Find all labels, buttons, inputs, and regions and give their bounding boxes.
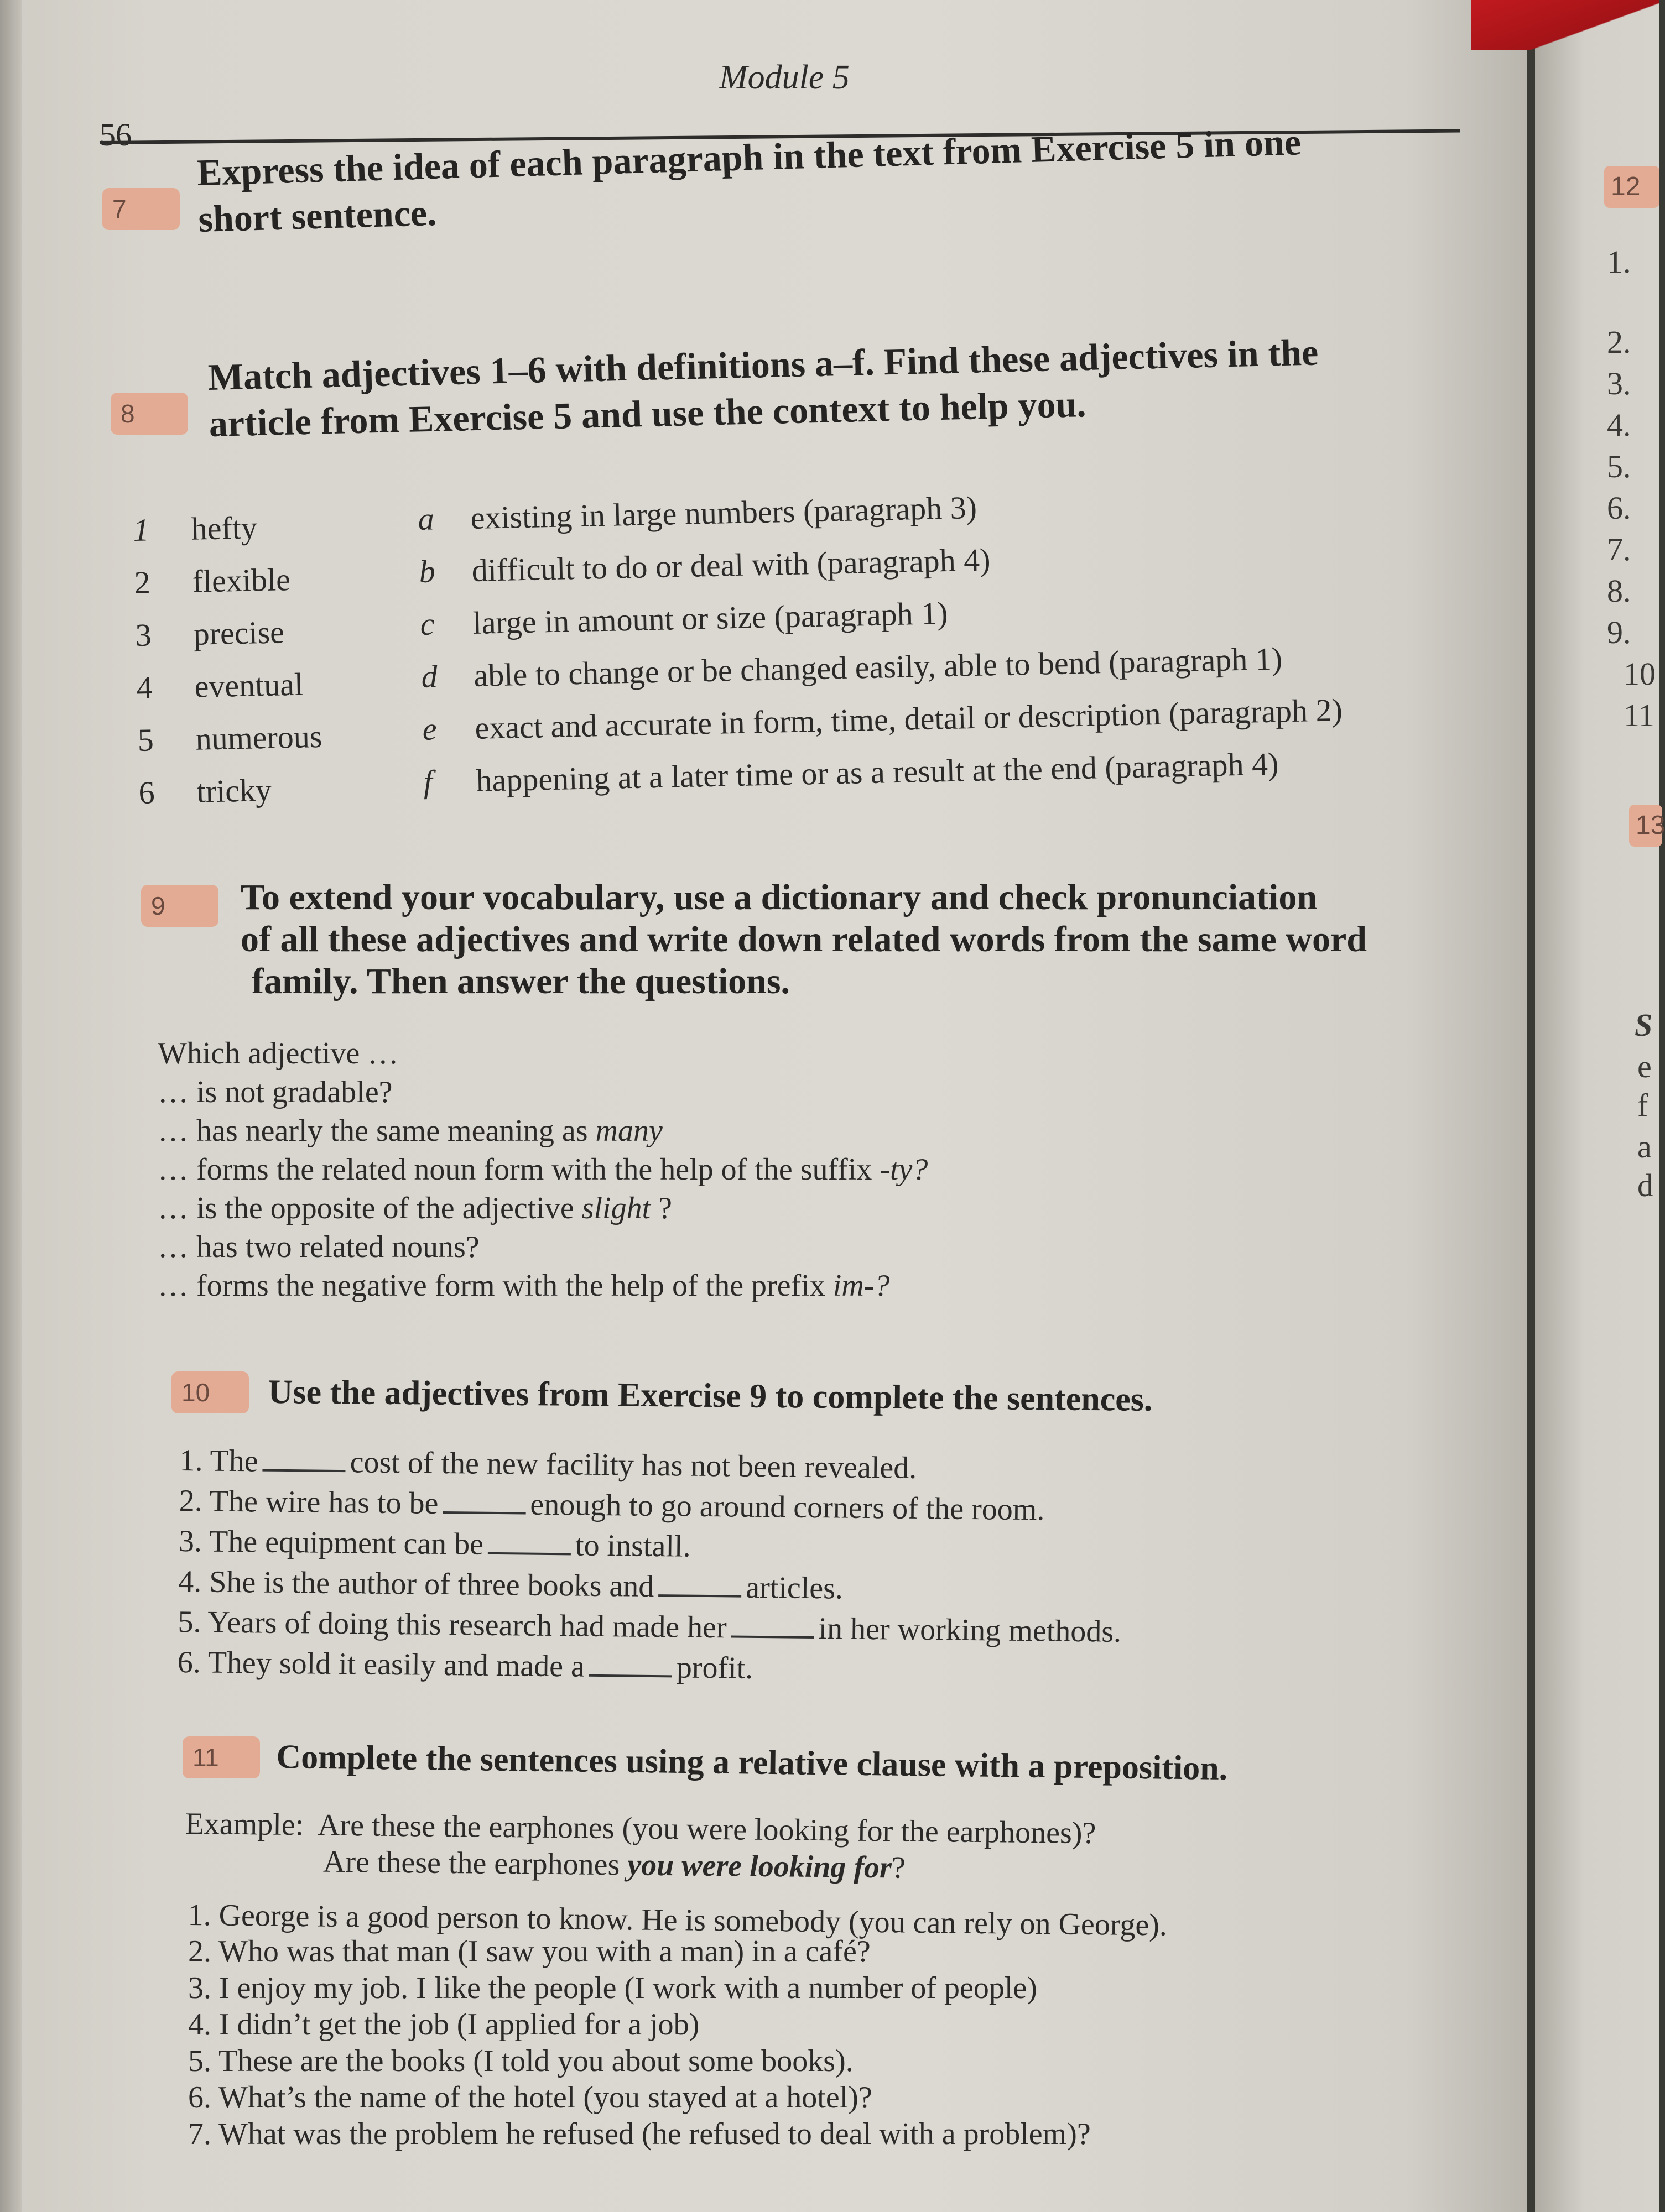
exercise-8-line-2: article from Exercise 5 and use the context to help you. bbox=[208, 382, 1087, 445]
answer-blank[interactable] bbox=[731, 1613, 814, 1639]
question-item: … has nearly the same meaning as many bbox=[158, 1114, 663, 1148]
adjacent-text: f bbox=[1637, 1087, 1648, 1123]
exercise-11-items bbox=[188, 1897, 1167, 2152]
definition-letter: c bbox=[420, 606, 435, 642]
adjective-word: precise bbox=[192, 614, 285, 652]
list-item: 6. What’s the name of the hotel (you stayed at a hotel)? bbox=[188, 2080, 872, 2115]
adjacent-list-number: 6. bbox=[1607, 490, 1631, 526]
adjacent-text: S bbox=[1635, 1007, 1653, 1043]
exercise-7-instruction bbox=[196, 118, 1303, 242]
list-item: 2. Who was that man (I saw you with a man) in a café? bbox=[188, 1934, 871, 1969]
list-item: 4. I didn’t get the job (I applied for a job) bbox=[188, 2007, 700, 2042]
list-item: 5. These are the books (I told you about some books). bbox=[188, 2044, 854, 2078]
list-item: 1. George is a good person to know. He is somebody (you can rely on George). bbox=[188, 1898, 1168, 1943]
answer-blank[interactable] bbox=[262, 1447, 345, 1473]
exercise-11-number: 11 bbox=[183, 1736, 260, 1778]
exercise-9-questions bbox=[158, 1034, 928, 1305]
exercise-11-instruction: Complete the sentences using a relative clause with a preposition. bbox=[276, 1738, 1228, 1788]
adjective-number: 6 bbox=[138, 774, 155, 811]
answer-blank[interactable] bbox=[488, 1530, 571, 1556]
adjective-number: 4 bbox=[136, 669, 153, 706]
adjective-number: 5 bbox=[137, 722, 154, 758]
definition-text: difficult to do or deal with (paragraph 4) bbox=[471, 541, 991, 588]
exercise-7-line-1: Express the idea of each paragraph in the text from Exercise 5 in one bbox=[196, 121, 1302, 194]
question-item: … forms the negative form with the help of the prefix im-? bbox=[158, 1269, 890, 1303]
list-item: 3. I enjoy my job. I like the people (I work with a number of people) bbox=[188, 1971, 1037, 2005]
definition-letter: f bbox=[423, 763, 433, 800]
answer-blank[interactable] bbox=[589, 1652, 672, 1678]
question-item: … forms the related noun form with the help of the suffix -ty? bbox=[158, 1152, 928, 1187]
adjacent-list-number: 2. bbox=[1607, 324, 1631, 360]
exercise-8-number: 8 bbox=[111, 393, 188, 435]
sentence-item: 5. Years of doing this research had made her in her working methods. bbox=[178, 1604, 1122, 1649]
definition-text: exact and accurate in form, time, detail or description (paragraph 2) bbox=[474, 692, 1343, 746]
exercise-9-number: 9 bbox=[141, 885, 218, 927]
adjacent-list-number: 8. bbox=[1607, 573, 1631, 609]
definition-text: able to change or be changed easily, able to bend (paragraph 1) bbox=[473, 640, 1283, 693]
list-item: 7. What was the problem he refused (he refused to deal with a problem)? bbox=[188, 2117, 1091, 2151]
answer-blank[interactable] bbox=[658, 1572, 741, 1598]
adjective-word: flexible bbox=[191, 561, 291, 599]
sentence-item: 2. The wire has to be enough to go around corners of the room. bbox=[179, 1483, 1045, 1527]
exercise-10-number: 10 bbox=[171, 1371, 249, 1413]
adjacent-exercise-number: 12 bbox=[1604, 166, 1659, 208]
adjacent-list-number: 1. bbox=[1607, 244, 1631, 280]
exercise-7-number: 7 bbox=[102, 188, 180, 230]
exercise-9-instruction bbox=[241, 877, 1367, 1003]
question-item: … is the opposite of the adjective slight ? bbox=[158, 1191, 673, 1225]
adjacent-text: a bbox=[1637, 1129, 1652, 1165]
adjacent-list-number: 11 bbox=[1624, 697, 1654, 733]
adjective-number: 2 bbox=[134, 564, 151, 601]
adjacent-text: d bbox=[1637, 1167, 1653, 1203]
definition-text: existing in large numbers (paragraph 3) bbox=[470, 489, 977, 536]
book-cover-corner bbox=[1471, 0, 1659, 50]
exercise-7-line-2: short sentence. bbox=[197, 191, 437, 240]
sentence-item: 6. They sold it easily and made a profit. bbox=[177, 1645, 753, 1686]
exercise-9-line-2: of all these adjectives and write down related words from the same word bbox=[241, 919, 1367, 959]
sentence-item: 1. The cost of the new facility has not been revealed. bbox=[179, 1443, 917, 1485]
definition-letter: b bbox=[419, 553, 436, 589]
adjacent-list-number: 3. bbox=[1607, 366, 1631, 401]
definition-text: happening at a later time or as a result at the end (paragraph 4) bbox=[475, 745, 1279, 799]
adjacent-list-number: 7. bbox=[1607, 531, 1631, 567]
adjacent-text: e bbox=[1637, 1048, 1652, 1084]
exercise-8-line-1: Match adjectives 1–6 with definitions a–f. Find these adjectives in the bbox=[207, 331, 1319, 398]
definition-text: large in amount or size (paragraph 1) bbox=[472, 594, 949, 641]
definition-letter: d bbox=[420, 658, 438, 695]
adjective-word: eventual bbox=[194, 666, 304, 705]
adjective-number: 1 bbox=[133, 512, 150, 548]
question-item: … is not gradable? bbox=[158, 1075, 393, 1109]
adjective-word: numerous bbox=[195, 718, 323, 757]
sentence-item: 4. She is the author of three books and articles. bbox=[178, 1564, 844, 1606]
exercise-10-instruction: Use the adjectives from Exercise 9 to complete the sentences. bbox=[268, 1373, 1153, 1418]
exercise-9-line-1: To extend your vocabulary, use a dictionary and check pronunciation bbox=[241, 877, 1318, 917]
module-title: Module 5 bbox=[719, 59, 850, 96]
adjective-word: tricky bbox=[196, 771, 272, 810]
definition-letter: e bbox=[422, 711, 438, 747]
adjective-number: 3 bbox=[135, 617, 152, 653]
adjective-word: hefty bbox=[190, 509, 258, 547]
adjacent-list-number: 9. bbox=[1607, 614, 1631, 650]
exercise-9-line-3: family. Then answer the questions. bbox=[252, 961, 790, 1001]
question-item: … has two related nouns? bbox=[158, 1230, 480, 1264]
example-answer: Are these the earphones you were looking for? bbox=[322, 1844, 906, 1885]
adjacent-exercise-number: 13 bbox=[1629, 805, 1662, 847]
page-number: 56 bbox=[100, 117, 132, 153]
adjacent-list-number: 4. bbox=[1607, 407, 1631, 443]
adjacent-list-number: 5. bbox=[1607, 448, 1631, 484]
answer-blank[interactable] bbox=[443, 1489, 525, 1515]
example-question: Example: Are these the earphones (you were looking for the earphones)? bbox=[185, 1807, 1096, 1851]
definition-letter: a bbox=[418, 500, 435, 537]
exercise-11-example bbox=[185, 1806, 1096, 1888]
sentence-item: 3. The equipment can be to install. bbox=[178, 1524, 691, 1564]
adjacent-list-number: 10 bbox=[1624, 656, 1656, 692]
exercise-10-sentences bbox=[177, 1441, 1123, 1693]
question-intro: Which adjective … bbox=[158, 1036, 399, 1071]
page-edge bbox=[0, 0, 22, 2212]
exercise-8-instruction bbox=[207, 328, 1320, 447]
